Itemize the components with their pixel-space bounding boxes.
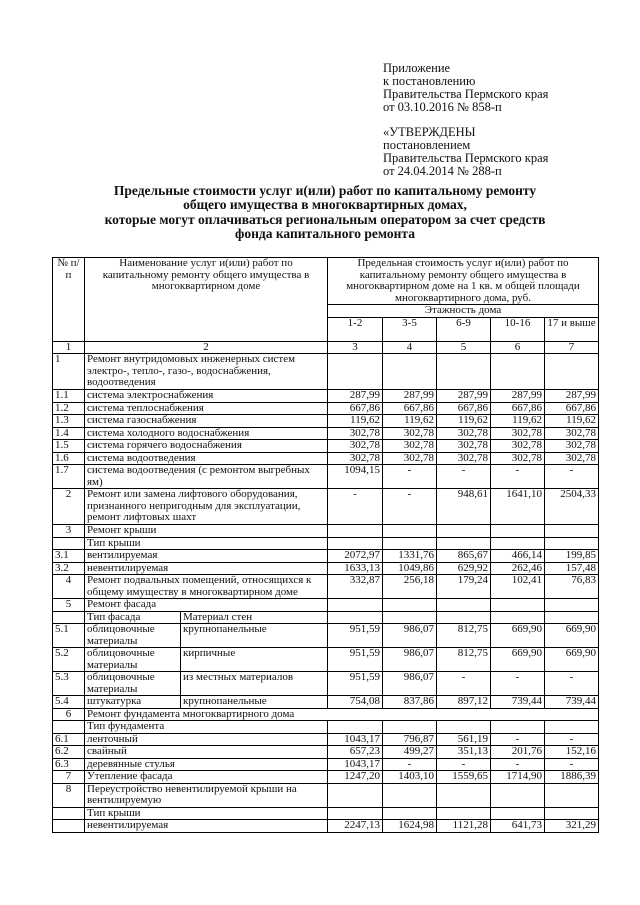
row-number: 5.4: [53, 696, 85, 709]
appendix-line: к постановлению: [383, 74, 476, 88]
header-floor-10-16: 10-16: [491, 317, 545, 341]
row-label: Ремонт фасада: [85, 599, 328, 612]
row-number: 1.1: [53, 390, 85, 403]
subheader-label: Тип фасада: [85, 611, 181, 624]
value-cell: 2247,13: [328, 820, 383, 833]
title-line: общего имущества в многоквартирных домах,: [183, 197, 467, 213]
table-row: [53, 771, 599, 784]
value-cell: 1043,17: [328, 733, 383, 746]
value-cell: 837,86: [383, 696, 437, 709]
header-floor-3-5: 3-5: [383, 317, 437, 341]
value-cell: 669,90: [545, 648, 599, 672]
value-cell: 951,59: [328, 672, 383, 696]
column-number: 1: [53, 341, 85, 354]
value-cell: 739,44: [491, 696, 545, 709]
row-label: Переустройство невентилируемой крыши на вентилируемую: [85, 783, 328, 807]
value-cell: 351,13: [437, 746, 491, 759]
value-cell: 948,61: [437, 489, 491, 525]
value-cell: 499,27: [383, 746, 437, 759]
column-number: 3: [328, 341, 383, 354]
approved-line: «УТВЕРЖДЕНЫ: [383, 125, 476, 139]
value-cell: 1094,15: [328, 465, 383, 489]
value-cell: 119,62: [437, 415, 491, 428]
value-cell: 287,99: [545, 390, 599, 403]
table-row: [53, 624, 599, 648]
row-number: 6.1: [53, 733, 85, 746]
title-line: фонда капитального ремонта: [235, 225, 415, 241]
value-cell: 2072,97: [328, 550, 383, 563]
value-cell: -: [545, 465, 599, 489]
value-cell: -: [491, 465, 545, 489]
row-number: 3: [53, 525, 85, 538]
value-cell: 669,90: [491, 648, 545, 672]
table-row: [53, 648, 599, 672]
value-cell: 951,59: [328, 648, 383, 672]
value-cell: 986,07: [383, 648, 437, 672]
header-floor-6-9: 6-9: [437, 317, 491, 341]
value-cell: 302,78: [383, 440, 437, 453]
value-cell: 1714,90: [491, 771, 545, 784]
title-line: Предельные стоимости услуг и(или) работ по капитальному ремонту: [113, 183, 537, 198]
row-label: ленточный: [85, 733, 328, 746]
value-cell: 199,85: [545, 550, 599, 563]
row-number: 6.3: [53, 758, 85, 771]
value-cell: 262,46: [491, 562, 545, 575]
value-cell: 287,99: [437, 390, 491, 403]
table-row: [53, 696, 599, 709]
appendix-line: от 03.10.2016 № 858-п: [383, 100, 502, 114]
table-row: [53, 721, 599, 734]
table-row: [53, 415, 599, 428]
value-cell: 629,92: [437, 562, 491, 575]
table-row: [53, 550, 599, 563]
value-cell: -: [328, 489, 383, 525]
table-row: [53, 575, 599, 599]
value-cell: 1043,17: [328, 758, 383, 771]
row-number: [53, 820, 85, 833]
appendix-line: Приложение: [383, 61, 451, 75]
value-cell: -: [491, 672, 545, 696]
table-row: [53, 599, 599, 612]
value-cell: 302,78: [383, 427, 437, 440]
row-number: 5.3: [53, 672, 85, 696]
column-number-row: [53, 341, 599, 354]
table-row: [53, 354, 599, 390]
value-cell: 667,86: [437, 402, 491, 415]
value-cell: -: [545, 672, 599, 696]
material-label: крупнопанельные: [181, 696, 328, 709]
value-cell: 302,78: [545, 452, 599, 465]
value-cell: -: [437, 465, 491, 489]
table-row: [53, 733, 599, 746]
table-row: [53, 807, 599, 820]
document-title: [60, 184, 590, 241]
row-label: Утепление фасада: [85, 771, 328, 784]
table-row: [53, 440, 599, 453]
row-number: 5: [53, 599, 85, 612]
value-cell: 1049,86: [383, 562, 437, 575]
subheader-label: Тип фундамента: [85, 721, 328, 734]
row-number: 2: [53, 489, 85, 525]
value-cell: 302,78: [437, 427, 491, 440]
row-number: 1.3: [53, 415, 85, 428]
header-floor-1-2: 1-2: [328, 317, 383, 341]
table-row: [53, 525, 599, 538]
value-cell: 102,41: [491, 575, 545, 599]
approved-block: [383, 126, 548, 178]
material-label: крупнопанельные: [181, 624, 328, 648]
value-cell: 152,16: [545, 746, 599, 759]
value-cell: 986,07: [383, 624, 437, 648]
value-cell: 321,29: [545, 820, 599, 833]
value-cell: 287,99: [328, 390, 383, 403]
value-cell: 641,73: [491, 820, 545, 833]
row-number: 5.2: [53, 648, 85, 672]
value-cell: 302,78: [491, 440, 545, 453]
row-label: Ремонт внутридомовых инженерных систем электро-, тепло-, газо-, водоснабжения, водоотведения: [85, 354, 328, 390]
column-number: 5: [437, 341, 491, 354]
value-cell: 812,75: [437, 648, 491, 672]
value-cell: -: [545, 758, 599, 771]
row-number: 4: [53, 575, 85, 599]
material-label: кирпичные: [181, 648, 328, 672]
value-cell: 796,87: [383, 733, 437, 746]
row-number: 8: [53, 783, 85, 807]
price-table: [52, 257, 599, 833]
value-cell: 1633,13: [328, 562, 383, 575]
value-cell: 669,90: [545, 624, 599, 648]
row-label: облицовочные материалы: [85, 648, 181, 672]
row-label: облицовочные материалы: [85, 624, 181, 648]
row-label: система электроснабжения: [85, 390, 328, 403]
value-cell: 754,08: [328, 696, 383, 709]
row-number: 1.5: [53, 440, 85, 453]
row-number: 3.1: [53, 550, 85, 563]
value-cell: 119,62: [328, 415, 383, 428]
row-label: штукатурка: [85, 696, 181, 709]
row-label: система водоотведения (с ремонтом выгребных ям): [85, 465, 328, 489]
row-label: Ремонт или замена лифтового оборудования, признанного непригодным для эксплуатации, ремонт лифтовых шахт: [85, 489, 328, 525]
material-label: из местных материалов: [181, 672, 328, 696]
header-floor-17-plus: 17 и выше: [545, 317, 599, 341]
value-cell: 1247,20: [328, 771, 383, 784]
row-number: 1.7: [53, 465, 85, 489]
row-label: система холодного водоснабжения: [85, 427, 328, 440]
value-cell: 302,78: [545, 440, 599, 453]
value-cell: 201,76: [491, 746, 545, 759]
value-cell: 669,90: [491, 624, 545, 648]
table-header-row: [53, 258, 599, 305]
value-cell: -: [491, 733, 545, 746]
value-cell: 302,78: [328, 452, 383, 465]
row-number: 1: [53, 354, 85, 390]
value-cell: -: [437, 758, 491, 771]
table-row: [53, 562, 599, 575]
value-cell: 667,86: [491, 402, 545, 415]
table-row: [53, 708, 599, 721]
subheader-label: Тип крыши: [85, 537, 328, 550]
value-cell: 332,87: [328, 575, 383, 599]
value-cell: 986,07: [383, 672, 437, 696]
table-row: [53, 489, 599, 525]
header-name: Наименование услуг и(или) работ по капитальному ремонту общего имущества в многоквартирном доме: [85, 258, 328, 342]
row-label: облицовочные материалы: [85, 672, 181, 696]
subheader-label: Материал стен: [181, 611, 328, 624]
value-cell: 951,59: [328, 624, 383, 648]
approved-line: постановлением: [383, 138, 471, 152]
approved-line: от 24.04.2014 № 288-п: [383, 164, 502, 178]
value-cell: 119,62: [491, 415, 545, 428]
appendix-block: [383, 62, 548, 114]
value-cell: 1641,10: [491, 489, 545, 525]
row-label: свайный: [85, 746, 328, 759]
header-num: № п/п: [53, 258, 85, 342]
table-row: [53, 783, 599, 807]
approved-line: Правительства Пермского края: [383, 151, 549, 165]
value-cell: 302,78: [545, 427, 599, 440]
row-number: 3.2: [53, 562, 85, 575]
value-cell: 302,78: [328, 427, 383, 440]
row-number: 6: [53, 708, 85, 721]
value-cell: 119,62: [383, 415, 437, 428]
value-cell: -: [383, 465, 437, 489]
row-number: 1.4: [53, 427, 85, 440]
row-label: Ремонт фундамента многоквартирного дома: [85, 708, 599, 721]
value-cell: -: [383, 489, 437, 525]
row-label: система водоотведения: [85, 452, 328, 465]
row-number: 5.1: [53, 624, 85, 648]
value-cell: 667,86: [545, 402, 599, 415]
value-cell: 2504,33: [545, 489, 599, 525]
row-label: система газоснабжения: [85, 415, 328, 428]
column-number: 6: [491, 341, 545, 354]
table-row: [53, 611, 599, 624]
value-cell: 302,78: [437, 452, 491, 465]
value-cell: 1121,28: [437, 820, 491, 833]
row-label: деревянные стулья: [85, 758, 328, 771]
value-cell: 865,67: [437, 550, 491, 563]
table-row: [53, 427, 599, 440]
row-label: система теплоснабжения: [85, 402, 328, 415]
value-cell: 466,14: [491, 550, 545, 563]
row-label: вентилируемая: [85, 550, 328, 563]
value-cell: 287,99: [383, 390, 437, 403]
column-number: 7: [545, 341, 599, 354]
value-cell: 179,24: [437, 575, 491, 599]
row-number: 1.2: [53, 402, 85, 415]
value-cell: -: [545, 733, 599, 746]
value-cell: 667,86: [383, 402, 437, 415]
row-number: 7: [53, 771, 85, 784]
row-label: Ремонт подвальных помещений, относящихся к общему имуществу в многоквартирном доме: [85, 575, 328, 599]
row-number: 1.6: [53, 452, 85, 465]
value-cell: 561,19: [437, 733, 491, 746]
value-cell: 1886,39: [545, 771, 599, 784]
row-label: система горячего водоснабжения: [85, 440, 328, 453]
value-cell: 119,62: [545, 415, 599, 428]
value-cell: 76,83: [545, 575, 599, 599]
table-row: [53, 465, 599, 489]
table-row: [53, 452, 599, 465]
header-price: Предельная стоимость услуг и(или) работ по капитальному ремонту общего имущества в многоквартирном доме на 1 кв. м общей площади многоквартирного дома, руб.: [328, 258, 599, 305]
value-cell: 302,78: [491, 452, 545, 465]
header-floors: Этажность дома: [328, 305, 599, 318]
value-cell: -: [437, 672, 491, 696]
subheader-label: Тип крыши: [85, 807, 328, 820]
row-number: 6.2: [53, 746, 85, 759]
value-cell: 897,12: [437, 696, 491, 709]
value-cell: 1559,65: [437, 771, 491, 784]
value-cell: -: [491, 758, 545, 771]
value-cell: 302,78: [491, 427, 545, 440]
table-row: [53, 820, 599, 833]
value-cell: 287,99: [491, 390, 545, 403]
column-number: 4: [383, 341, 437, 354]
table-row: [53, 758, 599, 771]
value-cell: -: [383, 758, 437, 771]
value-cell: 812,75: [437, 624, 491, 648]
value-cell: 157,48: [545, 562, 599, 575]
table-row: [53, 402, 599, 415]
table-row: [53, 672, 599, 696]
row-label: невентилируемая: [85, 820, 328, 833]
value-cell: 1624,98: [383, 820, 437, 833]
table-row: [53, 537, 599, 550]
value-cell: 302,78: [437, 440, 491, 453]
value-cell: 256,18: [383, 575, 437, 599]
row-label: невентилируемая: [85, 562, 328, 575]
column-number: 2: [85, 341, 328, 354]
value-cell: 302,78: [328, 440, 383, 453]
value-cell: 667,86: [328, 402, 383, 415]
value-cell: 1403,10: [383, 771, 437, 784]
table-row: [53, 746, 599, 759]
title-line: которые могут оплачиваться региональным оператором за счет средств: [104, 211, 546, 227]
value-cell: 1331,76: [383, 550, 437, 563]
value-cell: 739,44: [545, 696, 599, 709]
table-row: [53, 390, 599, 403]
value-cell: 302,78: [383, 452, 437, 465]
appendix-line: Правительства Пермского края: [383, 87, 549, 101]
row-label: Ремонт крыши: [85, 525, 328, 538]
value-cell: 657,23: [328, 746, 383, 759]
